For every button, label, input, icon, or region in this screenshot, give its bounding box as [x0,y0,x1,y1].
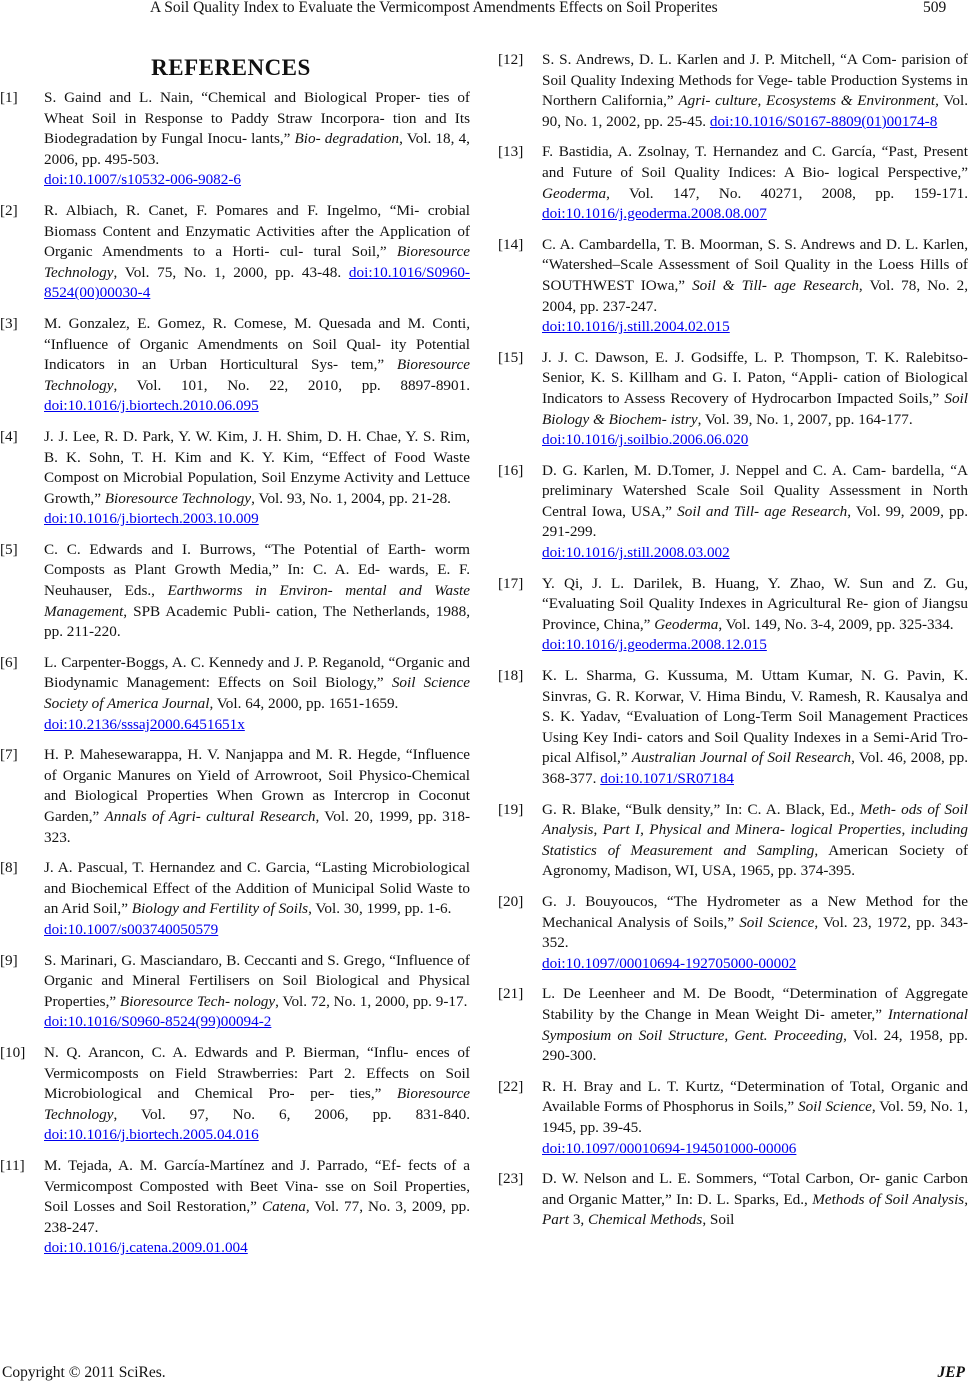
reference-number: [14] [498,235,524,253]
reference-text [44,201,470,304]
reference-plain-text: N. Q. Arancon, C. A. Edwards and P. Bierman, “Influ- ences of Vermicomposts on Field Strawberries: Part 2. Effects on Soil Microbiological and Chemical Pro- per- ties,” [44,1043,470,1103]
copyright-notice: Copyright © 2011 SciRes. [2,1364,166,1381]
reference-text [542,800,968,882]
reference-number: [11] [0,1156,25,1174]
reference-entry [0,1156,470,1259]
doi-link[interactable]: doi:10.1016/j.still.2008.03.002 [542,544,730,562]
reference-italic-text: Soil Science [739,913,815,931]
reference-text [542,892,968,974]
reference-number: [15] [498,348,524,366]
reference-number: [17] [498,574,524,592]
reference-plain-text: , American Society of Agronomy, Madison, WI, USA, 1965, pp. 374-395. [542,841,968,880]
reference-text [542,1077,968,1159]
reference-plain-text: , Vol. 24, 1958, pp. 290-300. [542,1026,968,1065]
reference-plain-text: , Vol. 72, No. 1, 2000, pp. 9-17. [275,992,468,1010]
reference-italic-text: Catena [261,1198,306,1216]
reference-italic-text: Soil and Till- age Research [677,502,848,520]
reference-plain-text: , Vol. 59, No. 1, 1945, pp. 39-45. [542,1098,968,1136]
reference-plain-text: , [640,821,650,839]
reference-entry [0,88,470,191]
reference-text [44,88,470,191]
reference-plain-text: R. H. Bray and L. T. Kurtz, “Determination of Total, Organic and Available Forms of Phosphorus in Soils,” [542,1077,968,1116]
reference-text [542,666,968,790]
reference-plain-text: , Vol. 23, 1972, pp. 343-352. [542,913,968,952]
page-number: 509 [923,0,947,16]
reference-entry [0,540,470,643]
reference-number: [10] [0,1043,26,1061]
doi-link[interactable]: doi:10.1007/s10532-006-9082-6 [44,171,242,189]
reference-italic-text: Bioresource Tech- nology [119,992,276,1010]
reference-plain-text: , Vol. 147, No. 40271, 2008, pp. 159-171. [606,184,968,202]
doi-link[interactable]: doi:10.1016/S0167-8809(01)00174-8 [709,112,938,130]
reference-text [44,1156,470,1259]
reference-plain-text: , [964,1190,968,1208]
reference-plain-text: , Vol. 99, 2009, pp. 291-299. [542,502,968,541]
running-title: A Soil Quality Index to Evaluate the Vermicompost Amendments Effects on Soil Properites [150,0,718,16]
reference-text [542,142,968,224]
reference-plain-text: S. Gaind and L. Nain, “Chemical and Biological Proper- ties of Wheat Soil in Response to Paddy Straw Incorpora- tion and Its Biodegradation by Fungal Inocu- lants,” [44,89,470,148]
reference-entry [0,951,470,1033]
doi-link[interactable]: doi:10.1016/S0960-8524(99)00094-2 [44,1013,272,1031]
reference-number: [5] [0,540,18,558]
reference-plain-text: D. W. Nelson and L. E. Sommers, “Total Carbon, Or- ganic Carbon and Organic Matter,” In: D. L. Sparks, Ed., [542,1170,968,1208]
reference-number: [21] [498,985,524,1003]
reference-plain-text: G. R. Blake, “Bulk density,” In: C. A. Black, Ed., [542,800,860,818]
reference-plain-text: L. Carpenter-Boggs, A. C. Kennedy and J. P. Reganold, “Organic and Biodynamic Management: Effects on Soil Biology,” [44,653,470,692]
doi-link[interactable]: doi:10.1016/S0960-8524(00)00030-4 [44,263,470,302]
reference-number: [19] [498,800,524,818]
doi-link[interactable]: doi:10.1007/s003740050579 [44,920,219,938]
reference-italic-text: Chemical Methods [588,1211,703,1229]
reference-italic-text: Bio- degradation [294,130,400,148]
reference-italic-text: Meth- ods of Soil Analysis [542,800,968,839]
reference-text [542,50,968,132]
reference-italic-text: Soil Science [797,1098,872,1116]
doi-link[interactable]: doi:10.1016/j.biortech.2003.10.009 [44,510,259,528]
reference-entry [498,461,968,564]
reference-plain-text: J. A. Pascual, T. Hernandez and C. Garcia, “Lasting Microbiological and Biochemical Effect of the Addition of Municipal Solid Waste to an Arid Soil,” [44,859,470,918]
reference-plain-text: G. J. Bouyoucos, “The Hydrometer as a New Method for the Mechanical Analysis of Soils,” [542,892,968,931]
reference-italic-text: Agri- culture, Ecosystems & Environment [678,92,936,110]
reference-plain-text: , [901,821,911,839]
reference-number: [20] [498,892,524,910]
reference-plain-text: , Vol. 78, No. 2, 2004, pp. 237-247. [542,276,968,315]
reference-plain-text: C. C. Edwards and I. Burrows, “The Potential of Earth- worm Composts as Plant Growth Media,” In: C. A. Ed- wards, E. F. Neuhauser, Eds., [44,540,470,600]
reference-plain-text: M. Tejada, A. M. García-Martínez and J. Parrado, “Ef- fects of a Vermicompost Composted with Beet Vina- sse on Soil Properties, Soil Losses and Soil Restoration,” [44,1156,470,1216]
reference-italic-text: Bioresource Technology [104,489,252,507]
reference-plain-text: , Vol. 39, No. 1, 2007, pp. 164-177. [697,410,913,428]
reference-number: [2] [0,201,18,219]
reference-entry [0,858,470,940]
reference-italic-text: Bioresource Technology [44,243,470,281]
reference-text [542,1169,968,1231]
reference-number: [23] [498,1170,524,1188]
doi-link[interactable]: doi:10.2136/sssaj2000.6451651x [44,715,245,733]
reference-text [44,745,470,848]
reference-italic-text: Geoderma [654,615,719,633]
reference-entry [498,892,968,974]
reference-italic-text: Soil Biology & Biochem- istry [542,389,968,428]
doi-link[interactable]: doi:10.1016/j.geoderma.2008.12.015 [542,636,767,654]
journal-abbreviation: JEP [937,1364,965,1381]
reference-plain-text: H. P. Mahesewarappa, H. V. Nanjappa and M. R. Hegde, “Influence of Organic Manures on Yield of Arrowroot, Soil Physico-Chemical and Biological Properties When Grown as Intercrop in Coconut Garden,” [44,746,470,825]
reference-plain-text: C. A. Cambardella, T. B. Moorman, S. S. Andrews and D. L. Karlen, “Watershed–Scale Assessment of Soil Quality in the Loess Hills of SOUTHWEST IOwa,” [542,235,968,294]
reference-italic-text: Soil & Till- age Research [692,276,859,294]
references-left-column [0,88,470,1269]
references-right-column [498,50,968,1241]
reference-number: [7] [0,746,18,764]
reference-entry [498,984,968,1066]
reference-plain-text: , SPB Academic Publi- cation, The Netherlands, 1988, pp. 211-220. [44,602,470,641]
reference-plain-text: , Vol. 93, No. 1, 2004, pp. 21-28. [251,489,451,507]
page-footer [0,1364,968,1386]
reference-plain-text: , Vol. 101, No. 22, 2010, pp. 8897-8901. [113,376,470,394]
reference-text [542,461,968,564]
reference-entry [0,201,470,304]
reference-entry [498,235,968,338]
reference-number: [6] [0,653,18,671]
doi-link[interactable]: doi:10.1071/SR07184 [600,770,734,787]
reference-text [542,348,968,451]
doi-link[interactable]: doi:10.1016/j.soilbio.2006.06.020 [542,431,749,449]
reference-plain-text: 3, [569,1211,588,1229]
doi-link[interactable]: doi:10.1016/j.catena.2009.01.004 [44,1239,248,1257]
reference-entry [498,1077,968,1159]
doi-link[interactable]: doi:10.1016/j.geoderma.2008.08.007 [542,205,767,223]
reference-plain-text: S. Marinari, G. Masciandaro, B. Ceccanti and S. Grego, “Influence of Organic and Mineral Fertilisers on Soil Biological and Physical Properties,” [44,951,470,1010]
reference-plain-text: , Vol. 30, 1999, pp. 1-6. [308,900,452,918]
doi-link[interactable]: doi:10.1016/j.still.2004.02.015 [542,318,730,336]
reference-entry [498,142,968,224]
reference-plain-text: S. S. Andrews, D. L. Karlen and J. P. Mitchell, “A Com- parision of Soil Quality Indexing Methods for Vege- table Production Systems in Northern California,” [542,51,968,110]
reference-italic-text: including Statistics of Measurement and Sampling [542,821,968,859]
reference-number: [12] [498,51,524,68]
references-heading: REFERENCES [151,55,311,80]
reference-entry [0,1043,470,1146]
reference-italic-text: Soil Science Society of America Journal [44,674,471,713]
reference-plain-text: K. L. Sharma, G. Kussuma, M. Uttam Kumar, N. G. Pavin, K. Sinvras, G. R. Korwar, V. Hima Bindu, V. Ramesh, R. Kausalya and S. K. Yadav, “Evaluation of Long-Term Soil Management Practices Using Key Indi- cators and Soil Quality Indexes in a Semi-Arid Tro- pical Alfisol,” [542,667,968,767]
reference-entry [0,653,470,735]
reference-italic-text: Biology and Fertility of Soils [131,900,309,918]
reference-italic-text: Physical and Minera- logical Properties [649,821,902,839]
reference-plain-text: , Vol. 90, No. 1, 2002, pp. 25-45. [542,92,968,130]
reference-entry [498,348,968,451]
reference-number: [8] [0,859,18,877]
reference-plain-text: J. J. C. Dawson, E. J. Godsiffe, L. P. Thompson, T. K. Ralebitso-Senior, K. S. Killham and G. I. Paton, “Appli- cation of Biological Indicators to Assess Recovery of Hydrocarbon Impacted Soils,” [542,348,968,407]
reference-text [542,984,968,1066]
reference-text [44,540,470,643]
doi-link[interactable]: doi:10.1097/00010694-192705000-00002 [542,954,797,972]
reference-entry [498,800,968,882]
reference-text [44,1043,470,1146]
running-header [0,0,968,20]
reference-entry [0,745,470,848]
reference-entry [498,574,968,656]
reference-plain-text: L. De Leenheer and M. De Boodt, “Determination of Aggregate Stability by the Change in Mean Weight Di- ameter,” [542,985,968,1023]
doi-link[interactable]: doi:10.1016/j.biortech.2005.04.016 [44,1126,259,1144]
doi-link[interactable]: doi:10.1016/j.biortech.2010.06.095 [44,397,259,415]
reference-entry [0,314,470,417]
reference-number: [16] [498,461,524,479]
reference-italic-text: Part [542,1211,570,1229]
reference-text [44,427,470,530]
reference-plain-text: , Vol. 46, 2008, pp. 368-377. [542,749,968,787]
reference-number: [1] [0,89,18,106]
reference-text [542,574,968,656]
reference-number: [22] [498,1077,524,1095]
reference-italic-text: Annals of Agri- cultural Research [104,808,316,825]
reference-plain-text: , Vol. 18, 4, 2006, pp. 495-503. [44,130,470,168]
reference-plain-text: , Vol. 75, No. 1, 2000, pp. 43-48. [113,263,349,281]
reference-entry [0,427,470,530]
reference-plain-text: , Vol. 20, 1999, pp. 318-323. [44,808,470,846]
reference-italic-text: Methods of Soil Analysis [812,1190,965,1208]
reference-entry [498,666,968,790]
reference-plain-text: F. Bastidia, A. Zsolnay, T. Hernandez and C. García, “Past, Present and Future of Soil Quality Indices: A Bio- logical Perspective,” [542,143,968,181]
reference-italic-text: Bioresource Technology [44,1085,470,1123]
reference-text [44,858,470,940]
reference-plain-text: Y. Qi, J. L. Darilek, B. Huang, Y. Zhao, W. Sun and Z. Gu, “Evaluating Soil Quality Indexes in Agricultural Re- gion of Jiangsu Province, China,” [542,574,968,633]
reference-entry [498,1169,968,1231]
reference-plain-text: , Vol. 97, No. 6, 2006, pp. 831-840. [113,1105,470,1123]
reference-plain-text: , Vol. 149, No. 3-4, 2009, pp. 325-334. [718,615,954,633]
reference-plain-text: , Soil [702,1211,735,1229]
reference-italic-text: Geoderma [542,184,607,202]
reference-number: [9] [0,951,18,969]
reference-number: [13] [498,143,524,161]
reference-italic-text: Australian Journal of Soil Research [631,749,852,767]
reference-plain-text: J. J. Lee, R. D. Park, Y. W. Kim, J. H. Shim, D. H. Chae, Y. S. Rim, B. K. Sohn, T. H. Kim and K. Y. Kim, “Effect of Food Waste Compost on Microbial Population, Soil Enzyme Activity and Lettuce Growth,” [44,427,470,507]
reference-italic-text: Part I [602,821,641,839]
reference-italic-text: International Symposium on Soil Structure, Gent. Proceeding [542,1005,968,1044]
reference-plain-text: R. Albiach, R. Canet, F. Pomares and F. Ingelmo, “Mi- crobial Biomass Content and Enzymatic Activities after the Application of Organic Amendments to a Horti- cul- tural Soil,” [44,201,470,261]
reference-plain-text: , Vol. 77, No. 3, 2009, pp. 238-247. [44,1198,471,1236]
reference-text [542,235,968,338]
reference-number: [18] [498,667,524,685]
reference-number: [3] [0,314,18,332]
reference-plain-text: M. Gonzalez, E. Gomez, R. Comese, M. Quesada and M. Conti, “Influence of Organic Amendments on Soil Qual- ity Potential Indicators in an Urban Horticultural Sys- tem,” [44,314,470,374]
reference-entry [498,50,968,132]
reference-number: [4] [0,427,18,445]
reference-italic-text: Earthworms in Environ- mental and Waste Management [44,582,470,620]
doi-link[interactable]: doi:10.1097/00010694-194501000-00006 [542,1139,797,1157]
reference-text [44,653,470,735]
reference-italic-text: Bioresource Technology [44,356,470,394]
reference-plain-text: D. G. Karlen, M. D.Tomer, J. Neppel and C. A. Cam- bardella, “A preliminary Watershed Scale Soil Quality Assessment in North Central Iowa, USA,” [542,461,968,520]
reference-text [44,314,470,417]
reference-text [44,951,470,1033]
reference-plain-text: , [593,821,603,839]
reference-plain-text: , Vol. 64, 2000, pp. 1651-1659. [209,695,399,713]
